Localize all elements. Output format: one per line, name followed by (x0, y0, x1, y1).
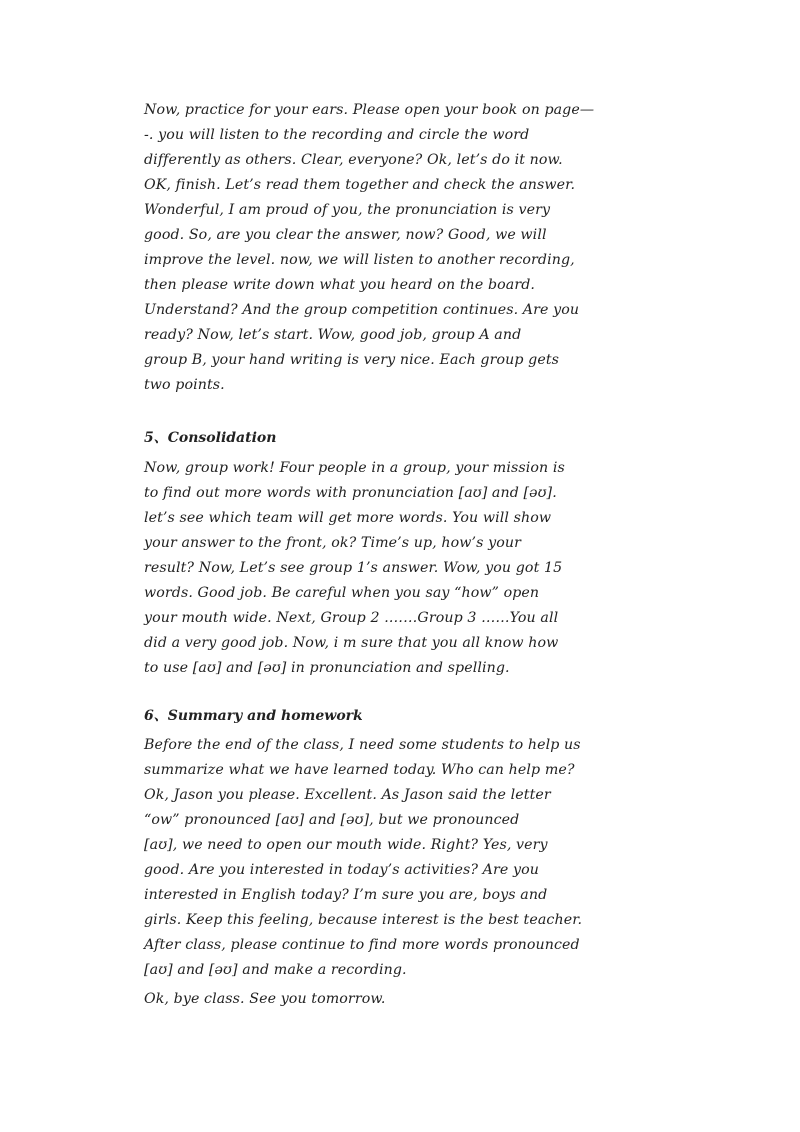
text-line: good. Are you interested in today’s activities? Are you (144, 862, 539, 878)
paragraph-consolidation (144, 456, 584, 681)
text-line: did a very good job. Now, i m sure that you all know how (144, 635, 559, 651)
text-line: OK, finish. Let’s read them together and check the answer. (144, 177, 576, 193)
text-line: [aʊ] and [əʊ] and make a recording. (144, 962, 407, 978)
text-line: words. Good job. Be careful when you say “how” open (144, 585, 540, 601)
text-line: group B, your hand writing is very nice. Each group gets (144, 352, 560, 368)
text-line: Now, practice for your ears. Please open your book on page— (144, 102, 595, 118)
text-line: improve the level. now, we will listen to another recording, (144, 252, 575, 268)
text-line: differently as others. Clear, everyone? Ok, let’s do it now. (144, 152, 563, 168)
closing-line: Ok, bye class. See you tomorrow. (144, 991, 386, 1007)
text-line: Ok, Jason you please. Excellent. As Jason said the letter (144, 787, 551, 803)
text-line: then please write down what you heard on the board. (144, 277, 536, 293)
text-line: -. you will listen to the recording and circle the word (144, 127, 530, 143)
text-line: result? Now, Let’s see group 1’s answer. Wow, you got 15 (144, 560, 563, 576)
text-line: Before the end of the class, I need some students to help us (144, 737, 581, 753)
document-page (144, 98, 595, 1012)
text-line: good. So, are you clear the answer, now? Good, we will (144, 227, 547, 243)
paragraph-summary (144, 733, 584, 983)
text-line: your mouth wide. Next, Group 2 .……Group 3 ……You all (144, 610, 559, 626)
text-line: Now, group work! Four people in a group, your mission is (144, 460, 565, 476)
text-line: Understand? And the group competition continues. Are you (144, 302, 580, 318)
text-line: let’s see which team will get more words. You will show (144, 510, 552, 526)
text-line: girls. Keep this feeling, because interest is the best teacher. (144, 912, 583, 928)
text-line: interested in English today? I’m sure you are, boys and (144, 887, 548, 903)
text-line: to find out more words with pronunciation [aʊ] and [əʊ]. (144, 485, 557, 501)
section-heading-consolidation: 5、Consolidation (144, 430, 277, 446)
text-line: [aʊ], we need to open our mouth wide. Right? Yes, very (144, 837, 548, 853)
text-line: “ow” pronounced [aʊ] and [əʊ], but we pronounced (144, 812, 520, 828)
section-heading-summary: 6、Summary and homework (144, 708, 363, 724)
text-line: After class, please continue to find more words pronounced (144, 937, 580, 953)
paragraph-intro (144, 98, 595, 398)
text-line: ready? Now, let’s start. Wow, good job, group A and (144, 327, 522, 343)
text-line: your answer to the front, ok? Time’s up, how’s your (144, 535, 521, 551)
text-line: two points. (144, 377, 225, 393)
text-line: summarize what we have learned today. Who can help me? (144, 762, 575, 778)
text-line: to use [aʊ] and [əʊ] in pronunciation and spelling. (144, 660, 510, 676)
text-line: Wonderful, I am proud of you, the pronunciation is very (144, 202, 551, 218)
